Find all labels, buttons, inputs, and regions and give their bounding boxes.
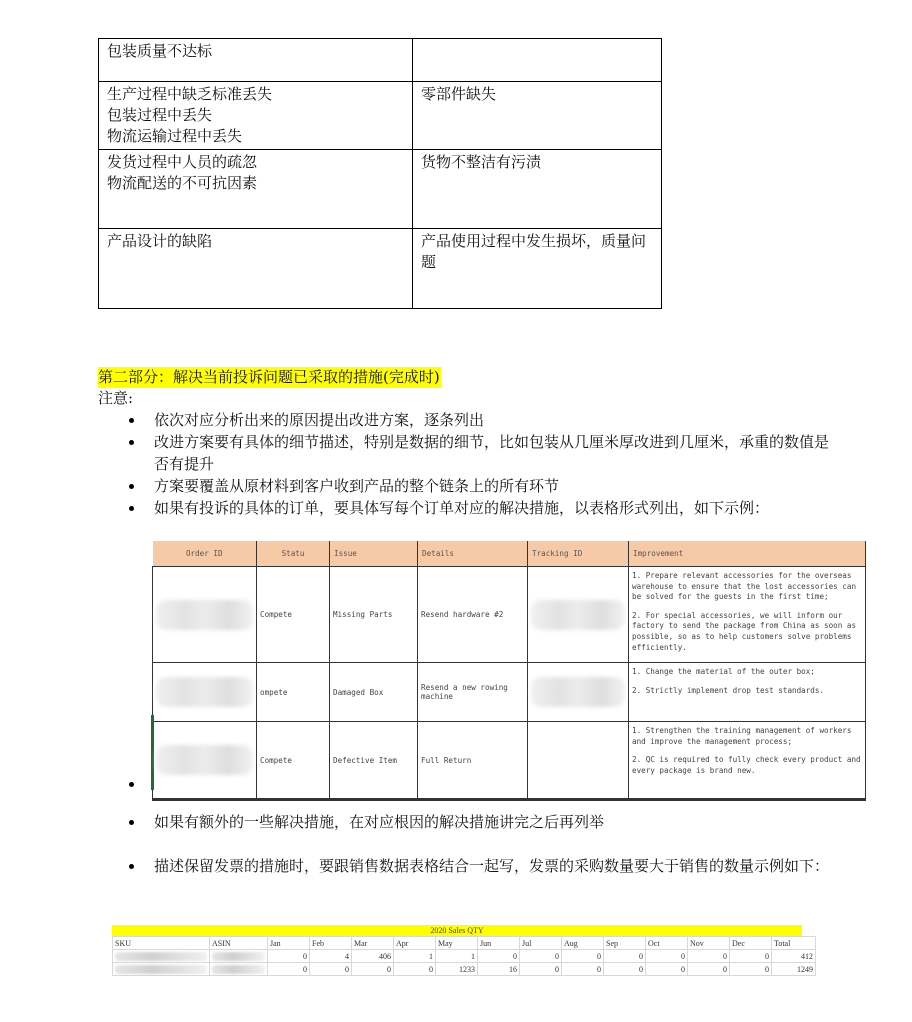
column-header: Details — [418, 541, 528, 567]
month-qty-cell: 0 — [310, 963, 352, 976]
cause-line: 包装过程中丢失 — [107, 106, 213, 124]
month-qty-cell: 4 — [310, 950, 352, 963]
cause-cell — [99, 82, 413, 150]
column-header: Mar — [352, 937, 394, 950]
redacted-order-id — [156, 745, 253, 775]
cause-line: 产品设计的缺陷 — [107, 232, 213, 250]
list-item-text: 方案要覆盖从原材料到客户收到产品的整个链条上的所有环节 — [154, 477, 560, 495]
column-header: Total — [772, 937, 816, 950]
table-row — [153, 663, 866, 722]
cause-cell — [99, 229, 413, 309]
month-qty-cell: 1233 — [436, 963, 478, 976]
month-qty-cell: 0 — [268, 950, 310, 963]
cause-cell — [99, 39, 413, 82]
month-qty-cell: 1 — [436, 950, 478, 963]
month-qty-cell: 0 — [646, 963, 688, 976]
improvement-cell — [629, 567, 866, 663]
cause-line: 生产过程中缺乏标准丢失 — [107, 85, 273, 103]
cause-line: 物流配送的不可抗因素 — [107, 174, 258, 192]
bullet-icon — [129, 484, 134, 489]
month-qty-cell: 0 — [604, 950, 646, 963]
month-qty-cell: 0 — [646, 950, 688, 963]
month-qty-cell: 1 — [394, 950, 436, 963]
cell-selection-edge — [151, 715, 154, 790]
improvement-item: 1. Strengthen the training management of workers and improve the management process; — [632, 726, 852, 746]
column-header: Improvement — [629, 541, 866, 567]
column-header: Statu — [257, 541, 330, 567]
sku-cell — [113, 950, 210, 963]
symptom-cell: 零部件缺失 — [413, 82, 662, 150]
list-item-text: 改进方案要有具体的细节描述，特别是数据的细节，比如包装从几厘米厚改进到几厘米，承重的数值是否有提升 — [154, 433, 830, 473]
issue-cell: Damaged Box — [330, 663, 418, 722]
list-item — [98, 855, 838, 877]
column-header: Nov — [688, 937, 730, 950]
table-header-row — [153, 541, 866, 567]
section-2 — [98, 367, 838, 519]
month-qty-cell: 0 — [562, 963, 604, 976]
month-qty-cell: 0 — [604, 963, 646, 976]
column-header: Sep — [604, 937, 646, 950]
column-header: SKU — [113, 937, 210, 950]
month-qty-cell: 406 — [352, 950, 394, 963]
improvement-item: 2. For special accessories, we will inform our factory to send the package from China as soon as possible, so as to help customers solve problems efficiently. — [632, 610, 857, 652]
redacted-tracking-id — [531, 600, 625, 630]
month-qty-cell: 0 — [688, 963, 730, 976]
details-cell: Full Return — [418, 722, 528, 800]
bullet-icon — [129, 820, 134, 825]
symptom-cell: 产品使用过程中发生损坏，质量问题 — [413, 229, 662, 309]
redacted-sku — [115, 965, 207, 974]
column-header: Tracking ID — [528, 541, 629, 567]
table-row — [153, 722, 866, 800]
list-item — [98, 409, 838, 431]
note-label: 注意: — [98, 389, 134, 407]
redacted-order-id — [156, 677, 253, 707]
status-cell: Compete — [257, 722, 330, 800]
column-header: Issue — [330, 541, 418, 567]
improvement-cell — [629, 663, 866, 722]
cause-cell — [99, 150, 413, 229]
cause-symptom-table — [98, 38, 662, 309]
list-item — [98, 497, 838, 519]
list-item — [98, 475, 838, 497]
column-header: Order ID — [153, 541, 257, 567]
month-qty-cell: 16 — [478, 963, 520, 976]
month-qty-cell: 0 — [520, 950, 562, 963]
bullet-icon — [129, 440, 134, 445]
list-item-text: 描述保留发票的措施时，要跟销售数据表格结合一起写，发票的采购数量要大于销售的数量示例如下： — [154, 857, 830, 875]
section-heading: 第二部分：解决当前投诉问题已采取的措施(完成时) — [98, 368, 440, 386]
improvement-cell — [629, 722, 866, 800]
redacted-asin — [212, 952, 265, 961]
sales-header-row — [113, 937, 816, 950]
status-cell: ompete — [257, 663, 330, 722]
month-qty-cell: 0 — [730, 950, 772, 963]
order-example-table-image — [152, 541, 865, 790]
column-header: Jul — [520, 937, 562, 950]
bullet-icon — [129, 864, 134, 869]
month-qty-cell: 0 — [352, 963, 394, 976]
tracking-id-cell — [528, 567, 629, 663]
column-header: Jun — [478, 937, 520, 950]
month-qty-cell: 0 — [478, 950, 520, 963]
list-item-text: 依次对应分析出来的原因提出改进方案，逐条列出 — [154, 411, 485, 429]
issue-cell: Defective Item — [330, 722, 418, 800]
sku-cell — [113, 963, 210, 976]
sales-qty-table-image — [112, 925, 813, 976]
cause-line: 物流运输过程中丢失 — [107, 127, 243, 145]
column-header: Aug — [562, 937, 604, 950]
redacted-sku — [115, 952, 207, 961]
list-item — [98, 431, 838, 475]
details-cell: Resend a new rowing machine — [418, 663, 528, 722]
redacted-tracking-id — [531, 677, 625, 707]
column-header: Apr — [394, 937, 436, 950]
order-id-cell — [153, 567, 257, 663]
column-header: Oct — [646, 937, 688, 950]
symptom-cell: 货物不整洁有污渍 — [413, 150, 662, 229]
order-id-cell — [153, 722, 257, 800]
improvement-item: 2. QC is required to fully check every product and every package is brand new. — [632, 755, 861, 775]
instruction-list — [98, 409, 838, 519]
order-table — [152, 541, 866, 801]
redacted-order-id — [156, 600, 253, 630]
sales-table — [112, 936, 816, 976]
cause-line: 包装质量不达标 — [107, 42, 213, 60]
asin-cell — [210, 950, 268, 963]
order-id-cell — [153, 663, 257, 722]
total-cell: 1249 — [772, 963, 816, 976]
month-qty-cell: 0 — [394, 963, 436, 976]
bullet-icon — [129, 506, 134, 511]
column-header: Feb — [310, 937, 352, 950]
improvement-item: 2. Strictly implement drop test standards. — [632, 685, 825, 695]
issue-cell: Missing Parts — [330, 567, 418, 663]
tracking-id-cell — [528, 663, 629, 722]
instruction-list — [98, 811, 838, 877]
tracking-id-cell — [528, 722, 629, 800]
additional-instructions — [98, 811, 838, 899]
list-item-text: 如果有投诉的具体的订单，要具体写每个订单对应的解决措施，以表格形式列出，如下示例： — [154, 499, 770, 517]
table-row — [99, 150, 662, 229]
bullet-icon — [129, 418, 134, 423]
column-header: Dec — [730, 937, 772, 950]
status-cell: Compete — [257, 567, 330, 663]
bullet-icon — [129, 782, 134, 787]
sales-row — [113, 963, 816, 976]
table-row — [153, 567, 866, 663]
sales-row — [113, 950, 816, 963]
column-header: Jan — [268, 937, 310, 950]
redacted-asin — [212, 965, 265, 974]
improvement-item: 1. Change the material of the outer box; — [632, 667, 815, 676]
list-item-text: 如果有额外的一些解决措施，在对应根因的解决措施讲完之后再列举 — [154, 813, 605, 831]
symptom-cell — [413, 39, 662, 82]
month-qty-cell: 0 — [730, 963, 772, 976]
month-qty-cell: 0 — [268, 963, 310, 976]
total-cell: 412 — [772, 950, 816, 963]
table-row — [99, 229, 662, 309]
table-row — [99, 39, 662, 82]
asin-cell — [210, 963, 268, 976]
list-item — [98, 811, 838, 833]
month-qty-cell: 0 — [688, 950, 730, 963]
column-header: ASIN — [210, 937, 268, 950]
month-qty-cell: 0 — [520, 963, 562, 976]
details-cell: Resend hardware #2 — [418, 567, 528, 663]
sales-table-title: 2020 Sales QTY — [112, 925, 802, 936]
cause-line: 发货过程中人员的疏忽 — [107, 153, 258, 171]
table-row — [99, 82, 662, 150]
month-qty-cell: 0 — [562, 950, 604, 963]
column-header: May — [436, 937, 478, 950]
improvement-item: 1. Prepare relevant accessories for the overseas warehouse to ensure that the lost accessories can be solved for the guests in the first time; — [632, 571, 857, 602]
